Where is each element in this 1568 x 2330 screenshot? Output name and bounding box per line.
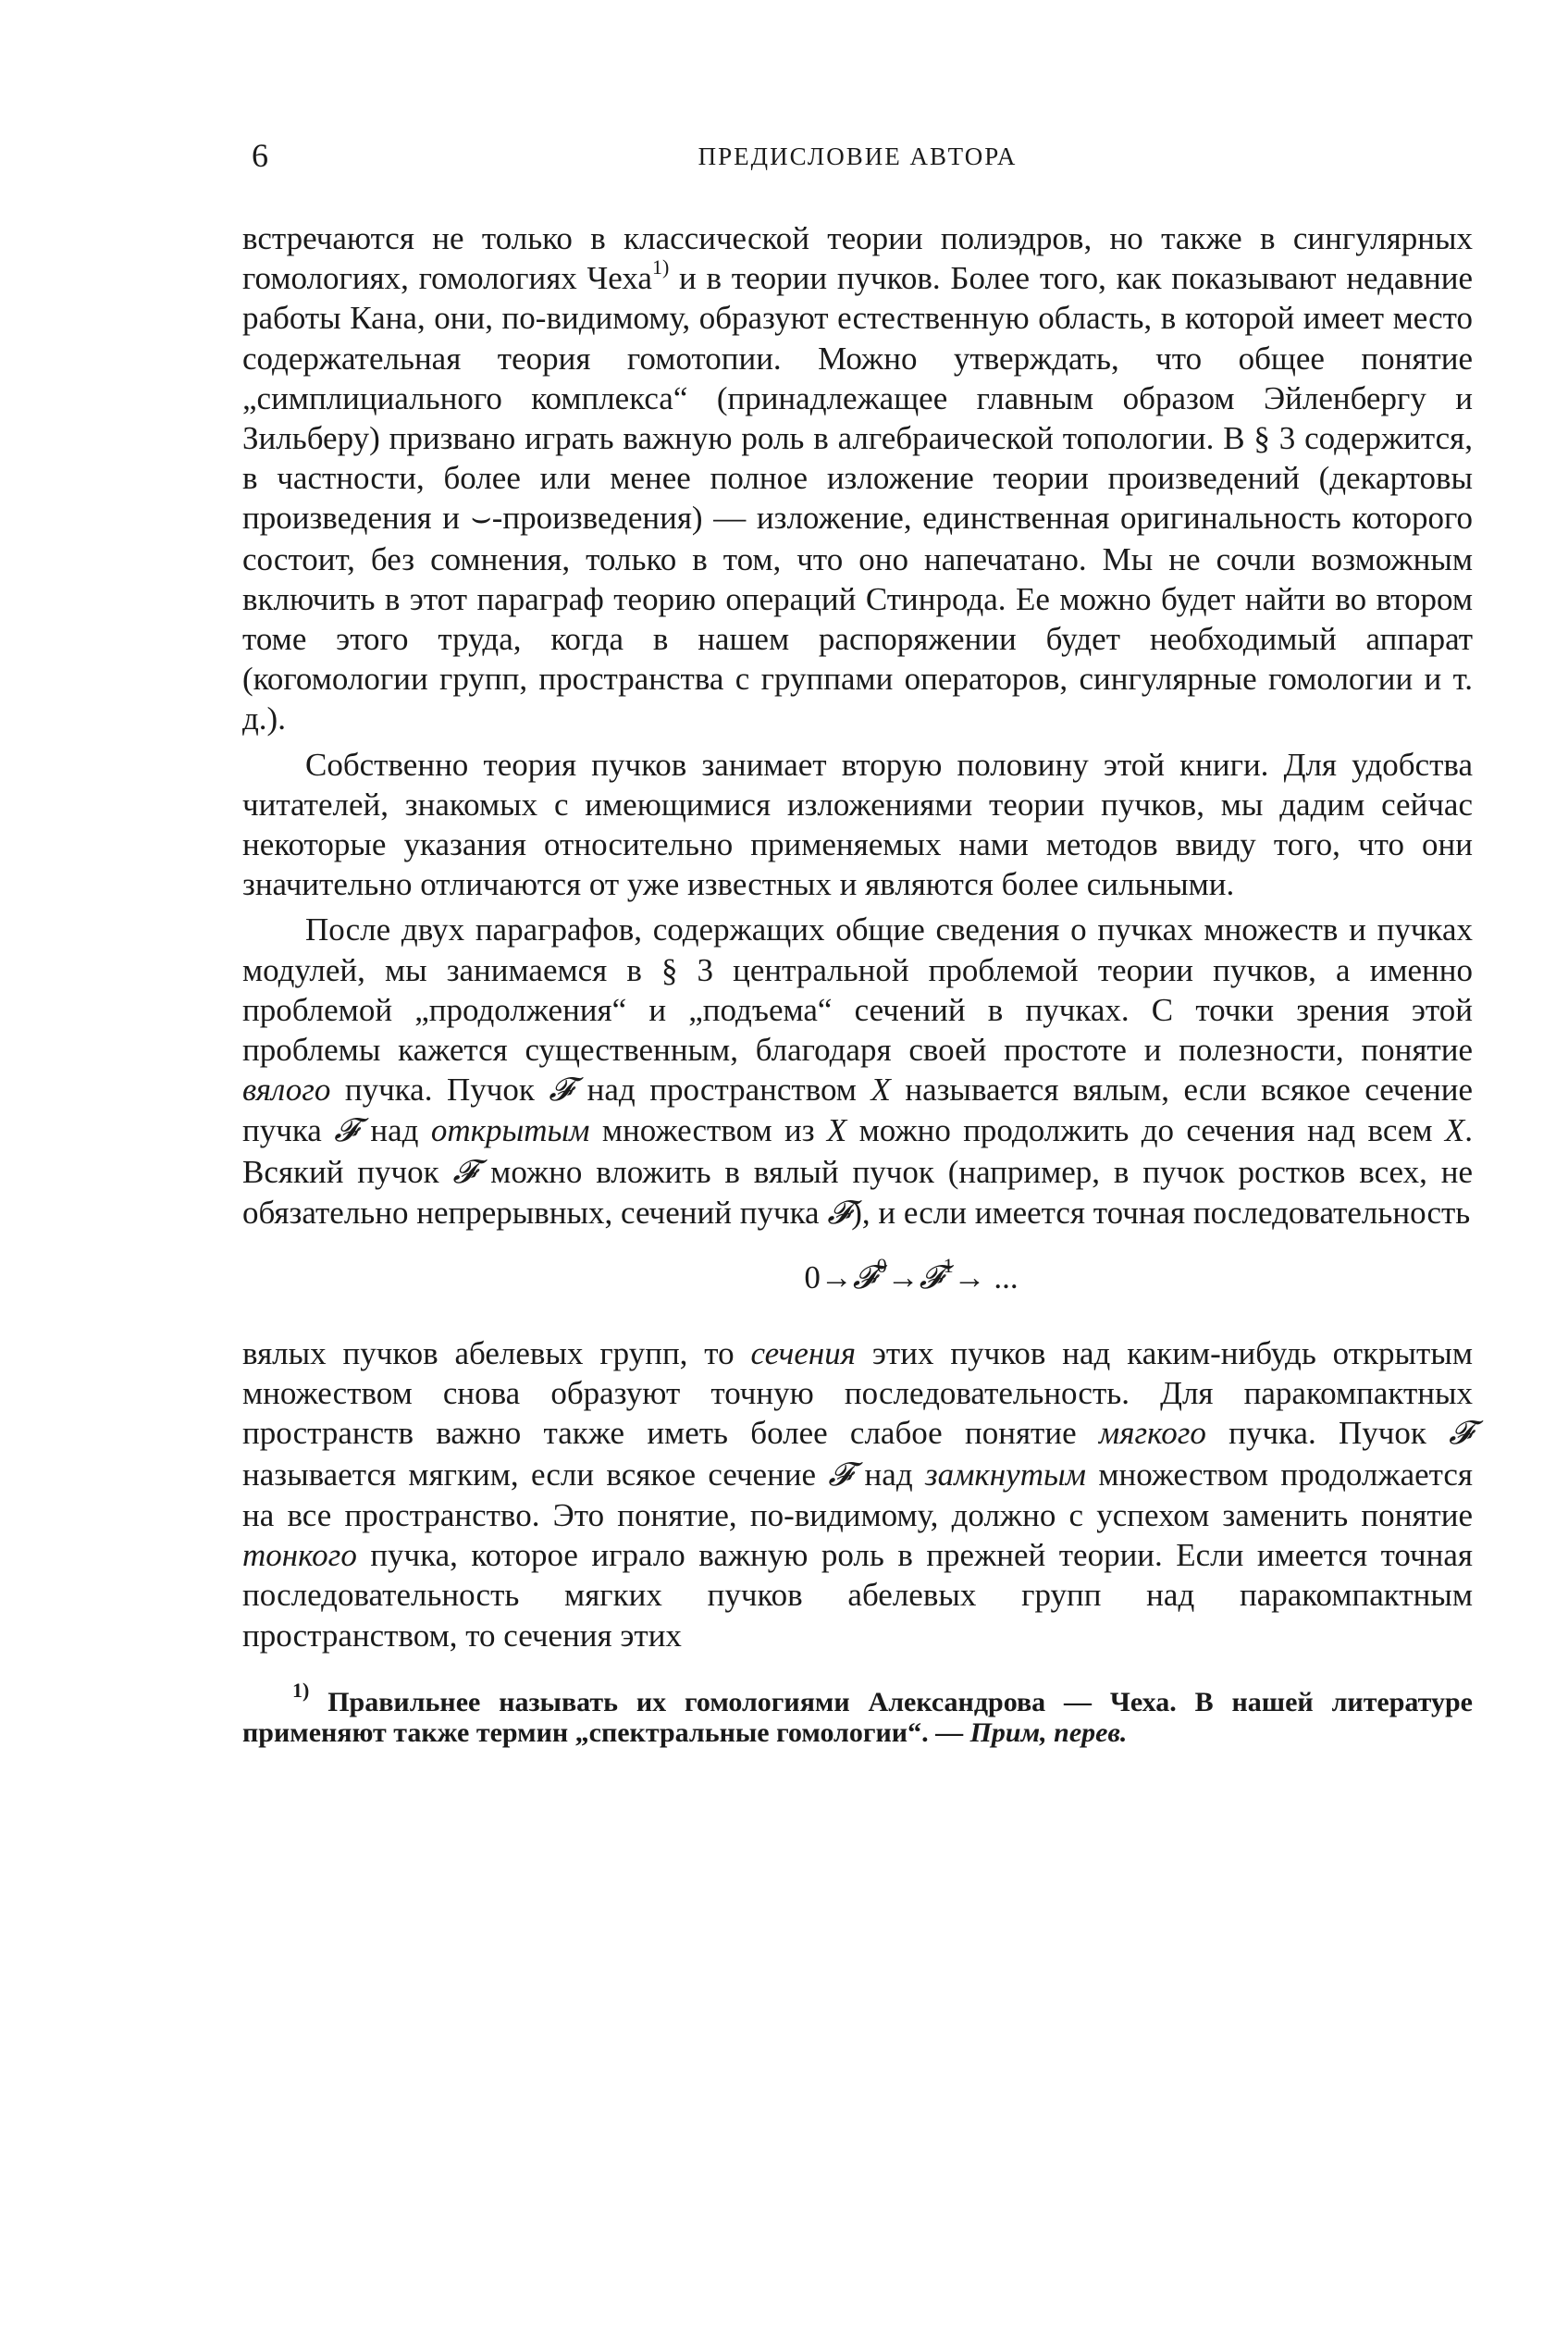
- text-span: пучка. Пучок: [1205, 1415, 1450, 1452]
- sheaf-symbol: 𝓕: [334, 1112, 359, 1150]
- text-span: пучка, которое играло важную роль в прежней теории. Если имеется точная последовательность мягких пучков абелевых групп над паракомпактным пространством, то сечения этих: [242, 1537, 1473, 1654]
- space-symbol: X: [870, 1072, 891, 1109]
- sheaf-symbol: 𝓕: [919, 1259, 944, 1297]
- exact-sequence-formula: [350, 1254, 1473, 1298]
- text-span: После двух параграфов, содержащих общие сведения о пучках множеств и пучках модулей, мы занимаемся в § 3 центральной проблемой теории пучков, а именно проблемой „продолжения“ и „подъема“ сечений в пучках. С точки зрения этой проблемы кажется существенным, благодаря своей простоте и полезности, понятие: [242, 911, 1473, 1069]
- text-span: можно продолжить до сечения над всем: [846, 1112, 1445, 1149]
- sheaf-symbol: 𝓕: [549, 1072, 574, 1109]
- text-span: ), и если имеется точная последовательность: [851, 1194, 1471, 1231]
- text-span: над: [852, 1456, 925, 1493]
- emphasis-soft: мягкого: [1098, 1415, 1206, 1452]
- paragraph-1: [242, 218, 1473, 739]
- formula-ellipsis: ...: [994, 1259, 1019, 1296]
- paragraph-2: Собственно теория пучков занимает вторую половину этой книги. Для удобства читателей, знакомых с имеющимися изложениями теории пучков, мы дадим сейчас некоторые указания относительно применяемых нами методов ввиду того, что они значительно отличаются от уже известных и являются более сильными.: [242, 746, 1473, 903]
- text-span: -произведения) — изложение, единственная оригинальность которого состоит, без сомнения, только в том, что оно напечатано. Мы не сочли возможным включить в этот параграф теорию операций Стинрода. Ее можно будет найти во втором томе этого труда, когда в нашем распоряжении будет необходимый аппарат (когомологии групп, пространства с группами операторов, сингулярные гомологии и т. д.).: [242, 500, 1473, 737]
- text-span: множеством продолжается на все пространство. Это понятие, по-видимому, должно с успехом заменить понятие: [242, 1456, 1474, 1533]
- body-text: [242, 218, 1473, 1655]
- sheaf-symbol: 𝓕: [827, 1194, 852, 1232]
- formula-zero: 0: [804, 1259, 821, 1296]
- text-span: называется мягким, если всякое сечение: [242, 1456, 829, 1493]
- running-head: ПРЕДИСЛОВИЕ АВТОРА: [698, 143, 1018, 170]
- text-span: и в теории пучков. Более того, как показывают недавние работы Кана, они, по-видимому, образуют естественную область, в которой имеет место содержательная теория гомотопии. Можно утверждать, что общее понятие „симплициального комплекса“ (принадлежащее главным образом Эйленбергу и Зильберу) призвано играть важную роль в алгебраической топологии. В § 3 содержится, в частности, более или менее полное изложение теории произведений (декартовы произведения и: [242, 260, 1473, 537]
- footnote-translator-note: Прим, перев.: [969, 1717, 1128, 1748]
- paragraph-4: [242, 1333, 1473, 1655]
- formula-superscript: 1: [943, 1254, 954, 1278]
- sheaf-symbol: 𝓕: [828, 1456, 853, 1493]
- emphasis-flabby: вялого: [242, 1072, 331, 1109]
- formula-arrow: →: [886, 1259, 920, 1296]
- sheaf-symbol: 𝓕: [1449, 1415, 1473, 1453]
- formula-superscript: 0: [876, 1254, 887, 1278]
- footnote-text: Правильнее называть их гомологиями Александрова — Чеха. В нашей литературе применяют также термин „спектральные гомологии“. —: [242, 1686, 1473, 1748]
- page: [242, 137, 1473, 1748]
- space-symbol: X: [826, 1112, 847, 1149]
- cup-product-symbol: ⌣: [470, 500, 492, 538]
- space-symbol: X: [1444, 1112, 1465, 1149]
- emphasis-open: открытым: [430, 1112, 590, 1149]
- formula-arrow: →: [953, 1259, 986, 1296]
- text-span: называется вялым, если всякое сечение пучка: [242, 1072, 1473, 1149]
- text-span: над: [358, 1112, 431, 1149]
- sheaf-symbol: 𝓕: [852, 1259, 877, 1297]
- emphasis-fine: тонкого: [242, 1537, 357, 1574]
- sheaf-symbol: 𝓕: [452, 1153, 477, 1191]
- page-number: 6: [252, 137, 268, 174]
- text-span: множеством из: [589, 1112, 827, 1149]
- formula-arrow: →: [820, 1259, 853, 1296]
- footnote-marker: 1): [651, 254, 670, 279]
- text-span: встречаются не только в классической теории полиэдров, но также в сингулярных гомологиях, гомологиях Чеха: [242, 220, 1473, 297]
- text-span: этих пучков над каким-нибудь открытым множеством снова образуют точную последовательность. Для паракомпактных пространств важно также иметь более слабое понятие: [242, 1335, 1473, 1452]
- emphasis-sections: сечения: [750, 1335, 857, 1372]
- text-span: пучка. Пучок: [330, 1072, 549, 1109]
- text-span: . Всякий пучок: [242, 1112, 1473, 1190]
- text-span: можно вложить в вялый пучок (например, в пучок ростков всех, не обязательно непрерывных, сечений пучка: [242, 1153, 1473, 1231]
- footnote-mark: 1): [292, 1678, 310, 1702]
- text-span: над пространством: [573, 1072, 871, 1109]
- page-header: [242, 137, 1473, 178]
- footnote: [242, 1678, 1473, 1748]
- paragraph-3: [242, 910, 1473, 1233]
- text-span: вялых пучков абелевых групп, то: [242, 1335, 751, 1372]
- emphasis-closed: замкнутым: [924, 1456, 1087, 1493]
